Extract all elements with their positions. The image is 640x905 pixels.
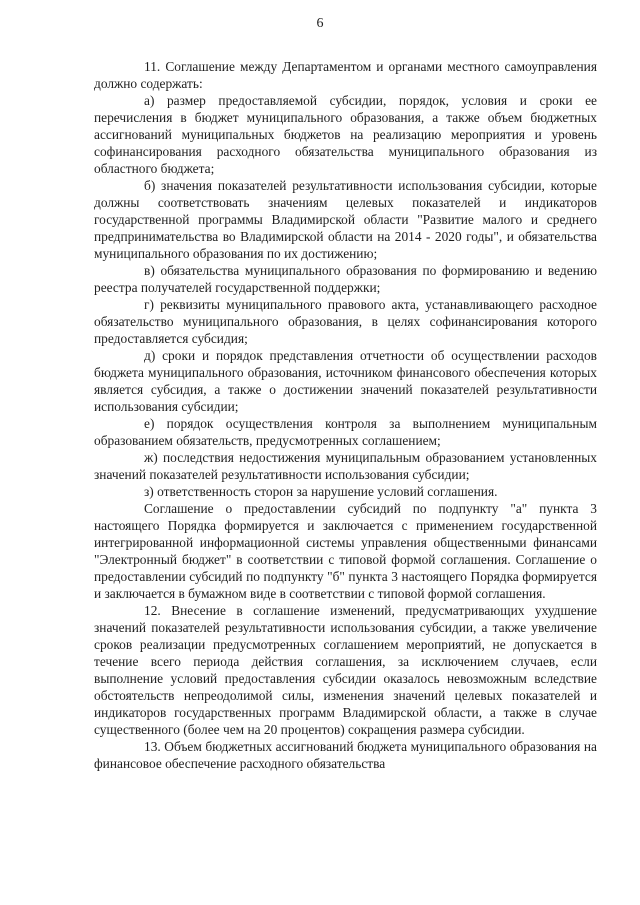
paragraph-11-z: з) ответственность сторон за нарушение условий соглашения. bbox=[144, 484, 498, 499]
paragraph-12: 12. Внесение в соглашение изменений, предусматривающих ухудшение значений показателей результативности использования субсидии, а также увеличение сроков реализации предусмотренных соглашением мероприятий, не допускается в течение всего периода действия соглашения, за исключением случаев, если выполнение условий предоставления субсидии оказалось невозможным вследствие обстоятельств непреодолимой силы, изменения значений целевых показателей и индикаторов государственных программ Владимирской области, а также в случае существенного (более чем на 20 процентов) сокращения размера субсидии. bbox=[94, 603, 597, 737]
paragraph-11-v: в) обязательства муниципального образования по формированию и ведению реестра получателей государственной поддержки; bbox=[94, 263, 597, 295]
paragraph-11-zh: ж) последствия недостижения муниципальным образованием установленных значений показателей результативности использования субсидии; bbox=[94, 450, 597, 482]
paragraph-agreement-form: Соглашение о предоставлении субсидий по подпункту "а" пункта 3 настоящего Порядка формируется и заключается с применением государственной интегрированной информационной системы управления общественными финансами "Электронный бюджет" в соответствии с типовой формой соглашения. Соглашение о предоставлении субсидий по подпункту "б" пункта 3 настоящего Порядка формируется и заключается в бумажном виде в соответствии с типовой формой соглашения. bbox=[94, 501, 597, 601]
paragraph-11-a: а) размер предоставляемой субсидии, порядок, условия и сроки ее перечисления в бюджет муниципального образования, а также объем бюджетных ассигнований муниципальных бюджетов на реализацию мероприятия и уровень софинансирования расходного обязательства муниципального образования из областного бюджета; bbox=[94, 93, 597, 176]
paragraph-11-g: г) реквизиты муниципального правового акта, устанавливающего расходное обязательство муниципального образования, в целях софинансирования которого предоставляется субсидия; bbox=[94, 297, 597, 346]
paragraph-11-b: б) значения показателей результативности использования субсидии, которые должны соответствовать значениям целевых показателей и индикаторов государственной программы Владимирской области "Развитие малого и среднего предпринимательства во Владимирской области на 2014 - 2020 годы", и обязательства муниципального образования по их достижению; bbox=[94, 178, 597, 261]
document-body bbox=[94, 58, 597, 772]
page-number: 6 bbox=[316, 16, 324, 31]
paragraph-11-d: д) сроки и порядок представления отчетности об осуществлении расходов бюджета муниципального образования, источником финансового обеспечения которых является субсидия, а также о достижении значений показателей результативности использования субсидии; bbox=[94, 348, 597, 414]
paragraph-11-e: е) порядок осуществления контроля за выполнением муниципальным образованием обязательств, предусмотренных соглашением; bbox=[94, 416, 597, 448]
paragraph-13: 13. Объем бюджетных ассигнований бюджета муниципального образования на финансовое обеспечение расходного обязательства bbox=[94, 739, 597, 771]
paragraph-11: 11. Соглашение между Департаментом и органами местного самоуправления должно содержать: bbox=[94, 59, 597, 91]
